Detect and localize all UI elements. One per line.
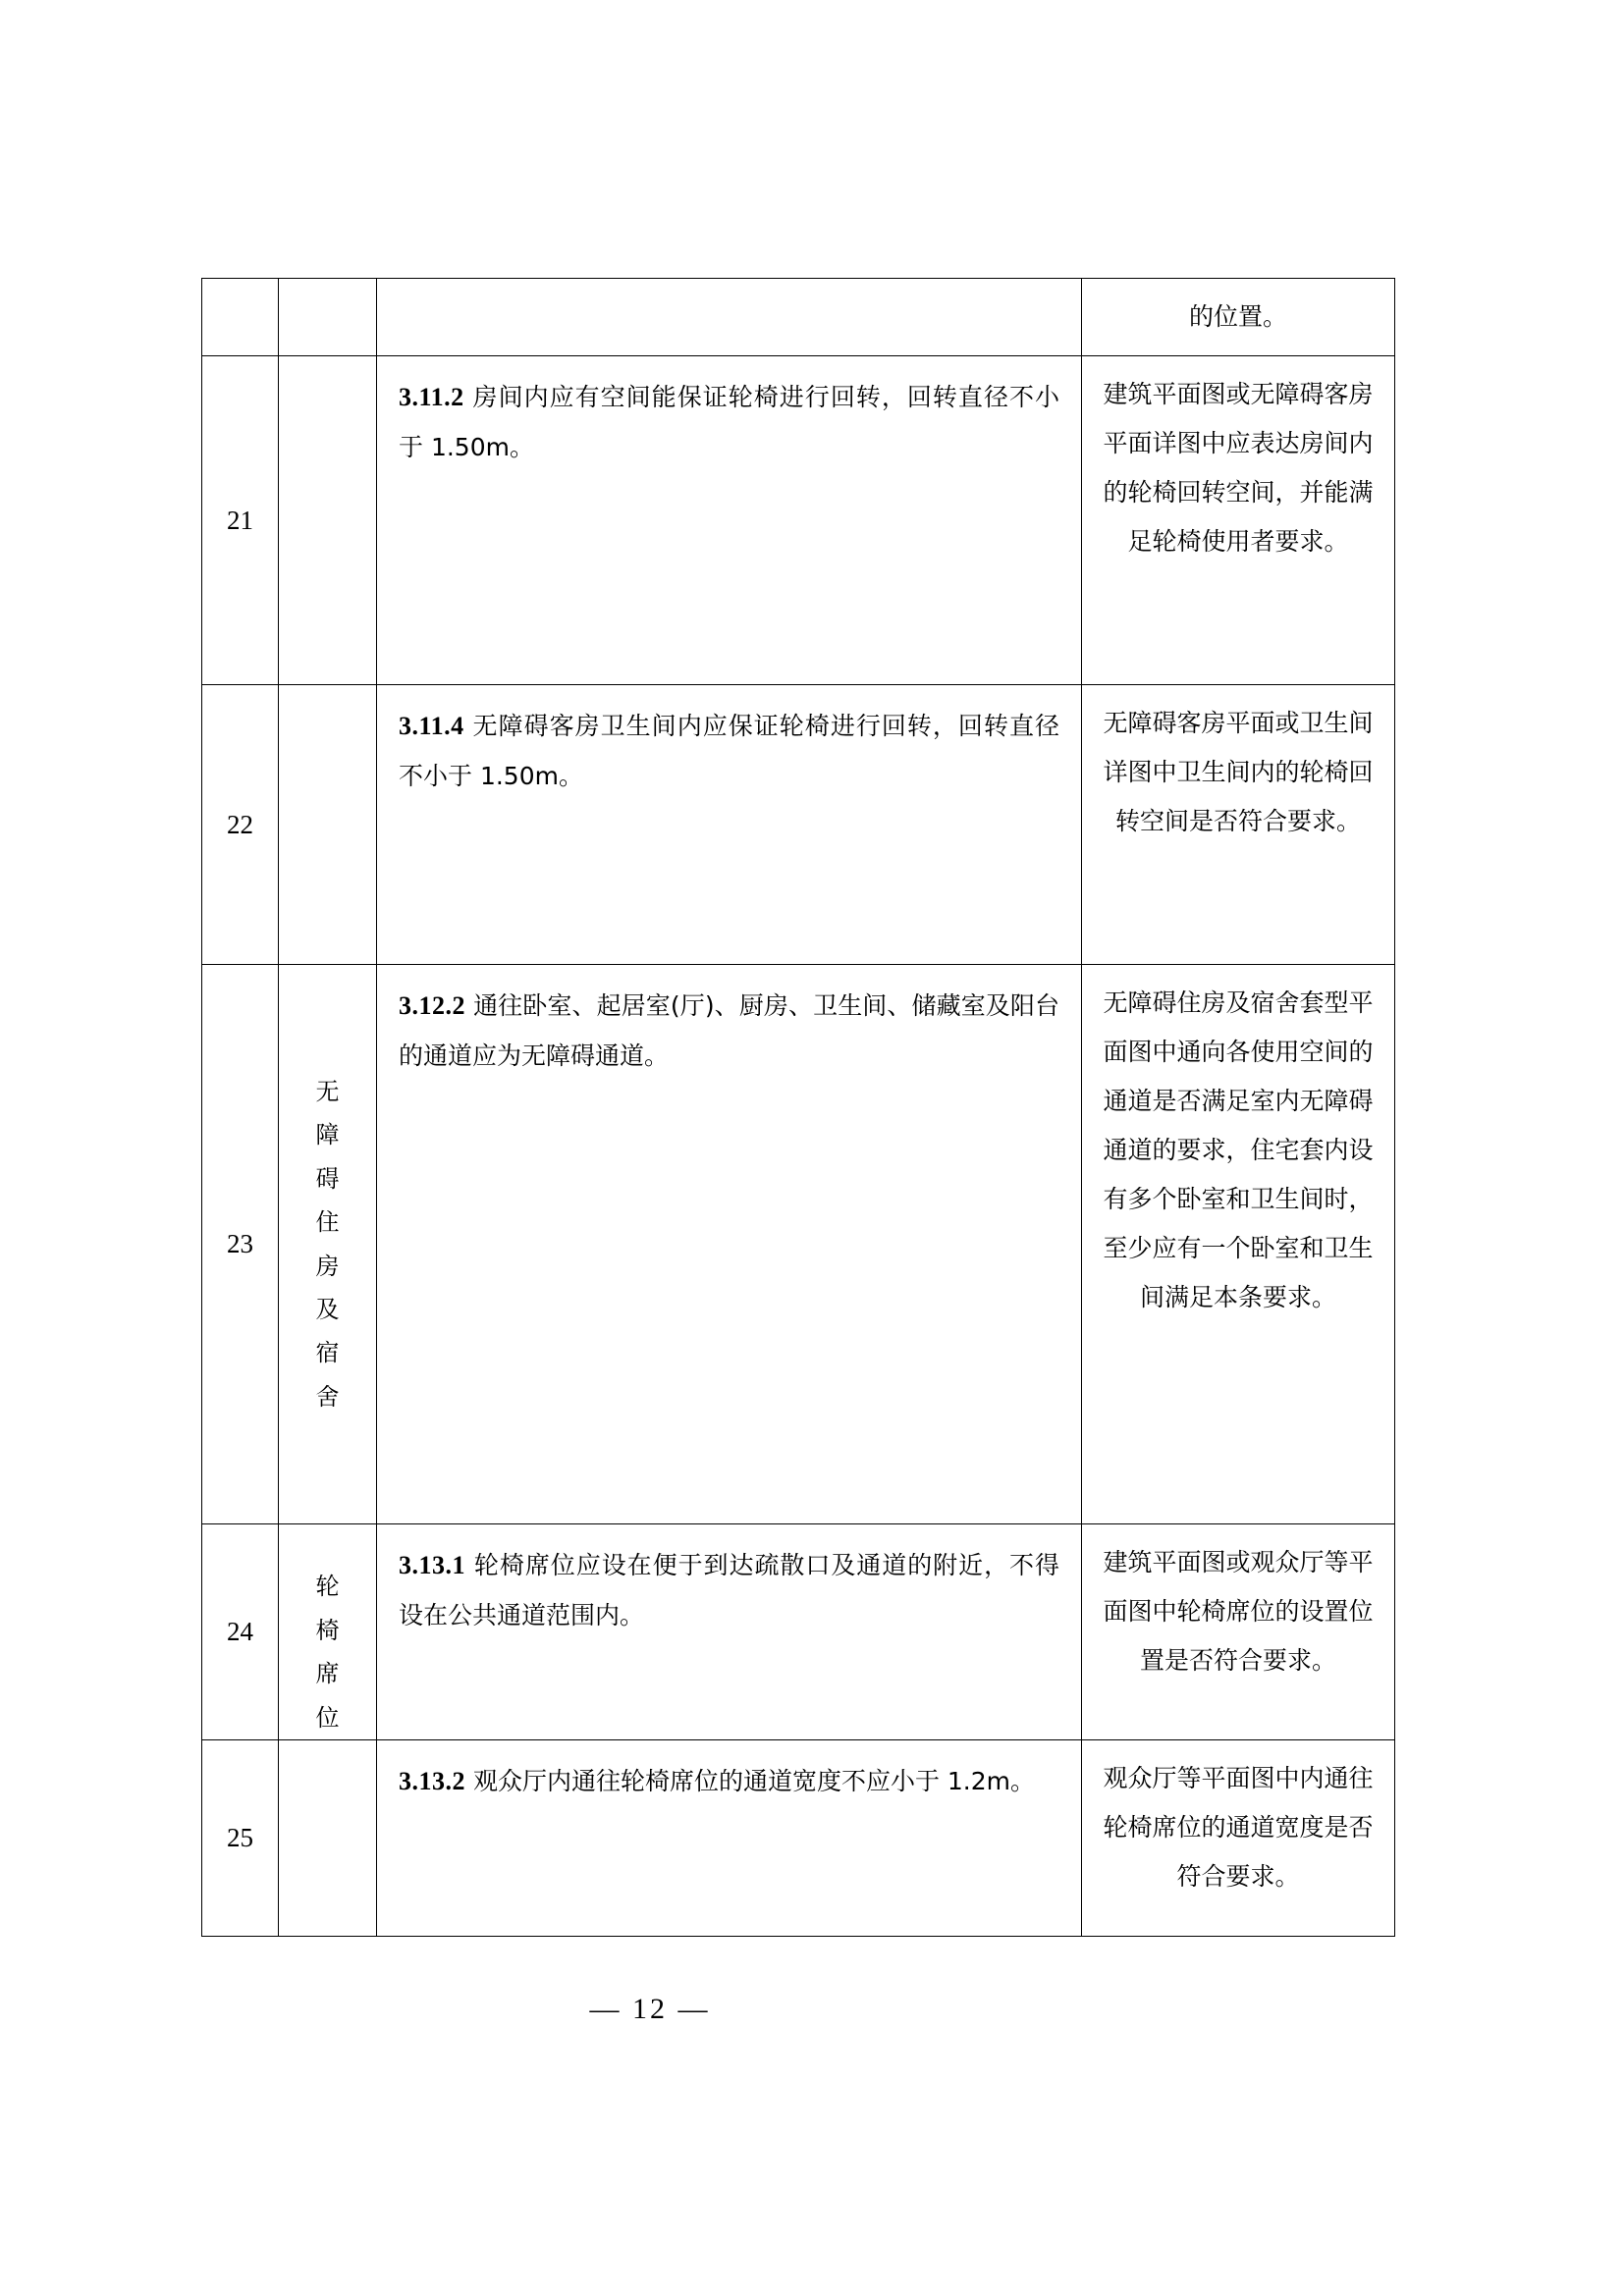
category-char: 障 — [315, 1121, 340, 1149]
requirements-table — [201, 278, 1395, 1937]
row-content — [377, 685, 1082, 965]
clause-number: 3.13.2 — [399, 1767, 465, 1795]
category-char: 房 — [315, 1252, 340, 1280]
row-check-method: 无障碍住房及宿舍套型平面图中通向各使用空间的通道是否满足室内无障碍通道的要求，住宅套内设有多个卧室和卫生间时，至少应有一个卧室和卫生间满足本条要求。 — [1082, 965, 1395, 1524]
row-category — [279, 356, 377, 685]
clause-text: 通往卧室、起居室(厅)、厨房、卫生间、储藏室及阳台的通道应为无障碍通道。 — [399, 991, 1060, 1070]
row-number: 23 — [202, 965, 279, 1524]
table-row — [202, 1740, 1395, 1937]
clause-text: 观众厅内通往轮椅席位的通道宽度不应小于 1.2m。 — [472, 1767, 1036, 1795]
page-number-text: — 12 — — [589, 1993, 711, 2025]
row-content — [377, 356, 1082, 685]
row-category — [279, 965, 377, 1524]
category-char: 住 — [315, 1208, 340, 1237]
category-char: 椅 — [315, 1616, 340, 1644]
row-number — [202, 279, 279, 356]
row-number: 21 — [202, 356, 279, 685]
row-category — [279, 279, 377, 356]
row-number: 22 — [202, 685, 279, 965]
category-char: 及 — [315, 1295, 340, 1323]
clause-number: 3.11.2 — [399, 383, 464, 411]
clause-number: 3.13.1 — [399, 1551, 465, 1579]
row-content — [377, 1740, 1082, 1937]
row-content — [377, 279, 1082, 356]
row-check-method: 观众厅等平面图中内通往轮椅席位的通道宽度是否符合要求。 — [1082, 1740, 1395, 1937]
category-char: 位 — [315, 1703, 340, 1732]
clause-number: 3.12.2 — [399, 991, 465, 1020]
table-row — [202, 1524, 1395, 1740]
row-check-method: 无障碍客房平面或卫生间详图中卫生间内的轮椅回转空间是否符合要求。 — [1082, 685, 1395, 965]
table-row — [202, 356, 1395, 685]
clause-text: 轮椅席位应设在便于到达疏散口及通道的附近，不得设在公共通道范围内。 — [399, 1551, 1059, 1629]
page-number — [0, 1993, 1624, 2026]
category-char: 宿 — [315, 1339, 340, 1367]
row-category — [279, 1740, 377, 1937]
row-content — [377, 1524, 1082, 1740]
table-row — [202, 965, 1395, 1524]
table-row — [202, 685, 1395, 965]
row-category — [279, 685, 377, 965]
category-char: 席 — [315, 1660, 340, 1688]
category-char: 舍 — [315, 1382, 340, 1411]
row-check-method: 建筑平面图或观众厅等平面图中轮椅席位的设置位置是否符合要求。 — [1082, 1524, 1395, 1740]
clause-text: 无障碍客房卫生间内应保证轮椅进行回转，回转直径不小于 1.50m。 — [399, 712, 1059, 790]
row-number: 25 — [202, 1740, 279, 1937]
category-char: 无 — [315, 1077, 340, 1105]
row-check-method: 建筑平面图或无障碍客房平面详图中应表达房间内的轮椅回转空间，并能满足轮椅使用者要求。 — [1082, 356, 1395, 685]
clause-number: 3.11.4 — [399, 712, 464, 740]
row-check-method: 的位置。 — [1082, 279, 1395, 356]
row-content — [377, 965, 1082, 1524]
category-char: 轮 — [315, 1573, 340, 1601]
table-row — [202, 279, 1395, 356]
clause-text: 房间内应有空间能保证轮椅进行回转，回转直径不小于 1.50m。 — [399, 383, 1059, 461]
row-number: 24 — [202, 1524, 279, 1740]
category-char: 碍 — [315, 1164, 340, 1193]
row-category — [279, 1524, 377, 1740]
